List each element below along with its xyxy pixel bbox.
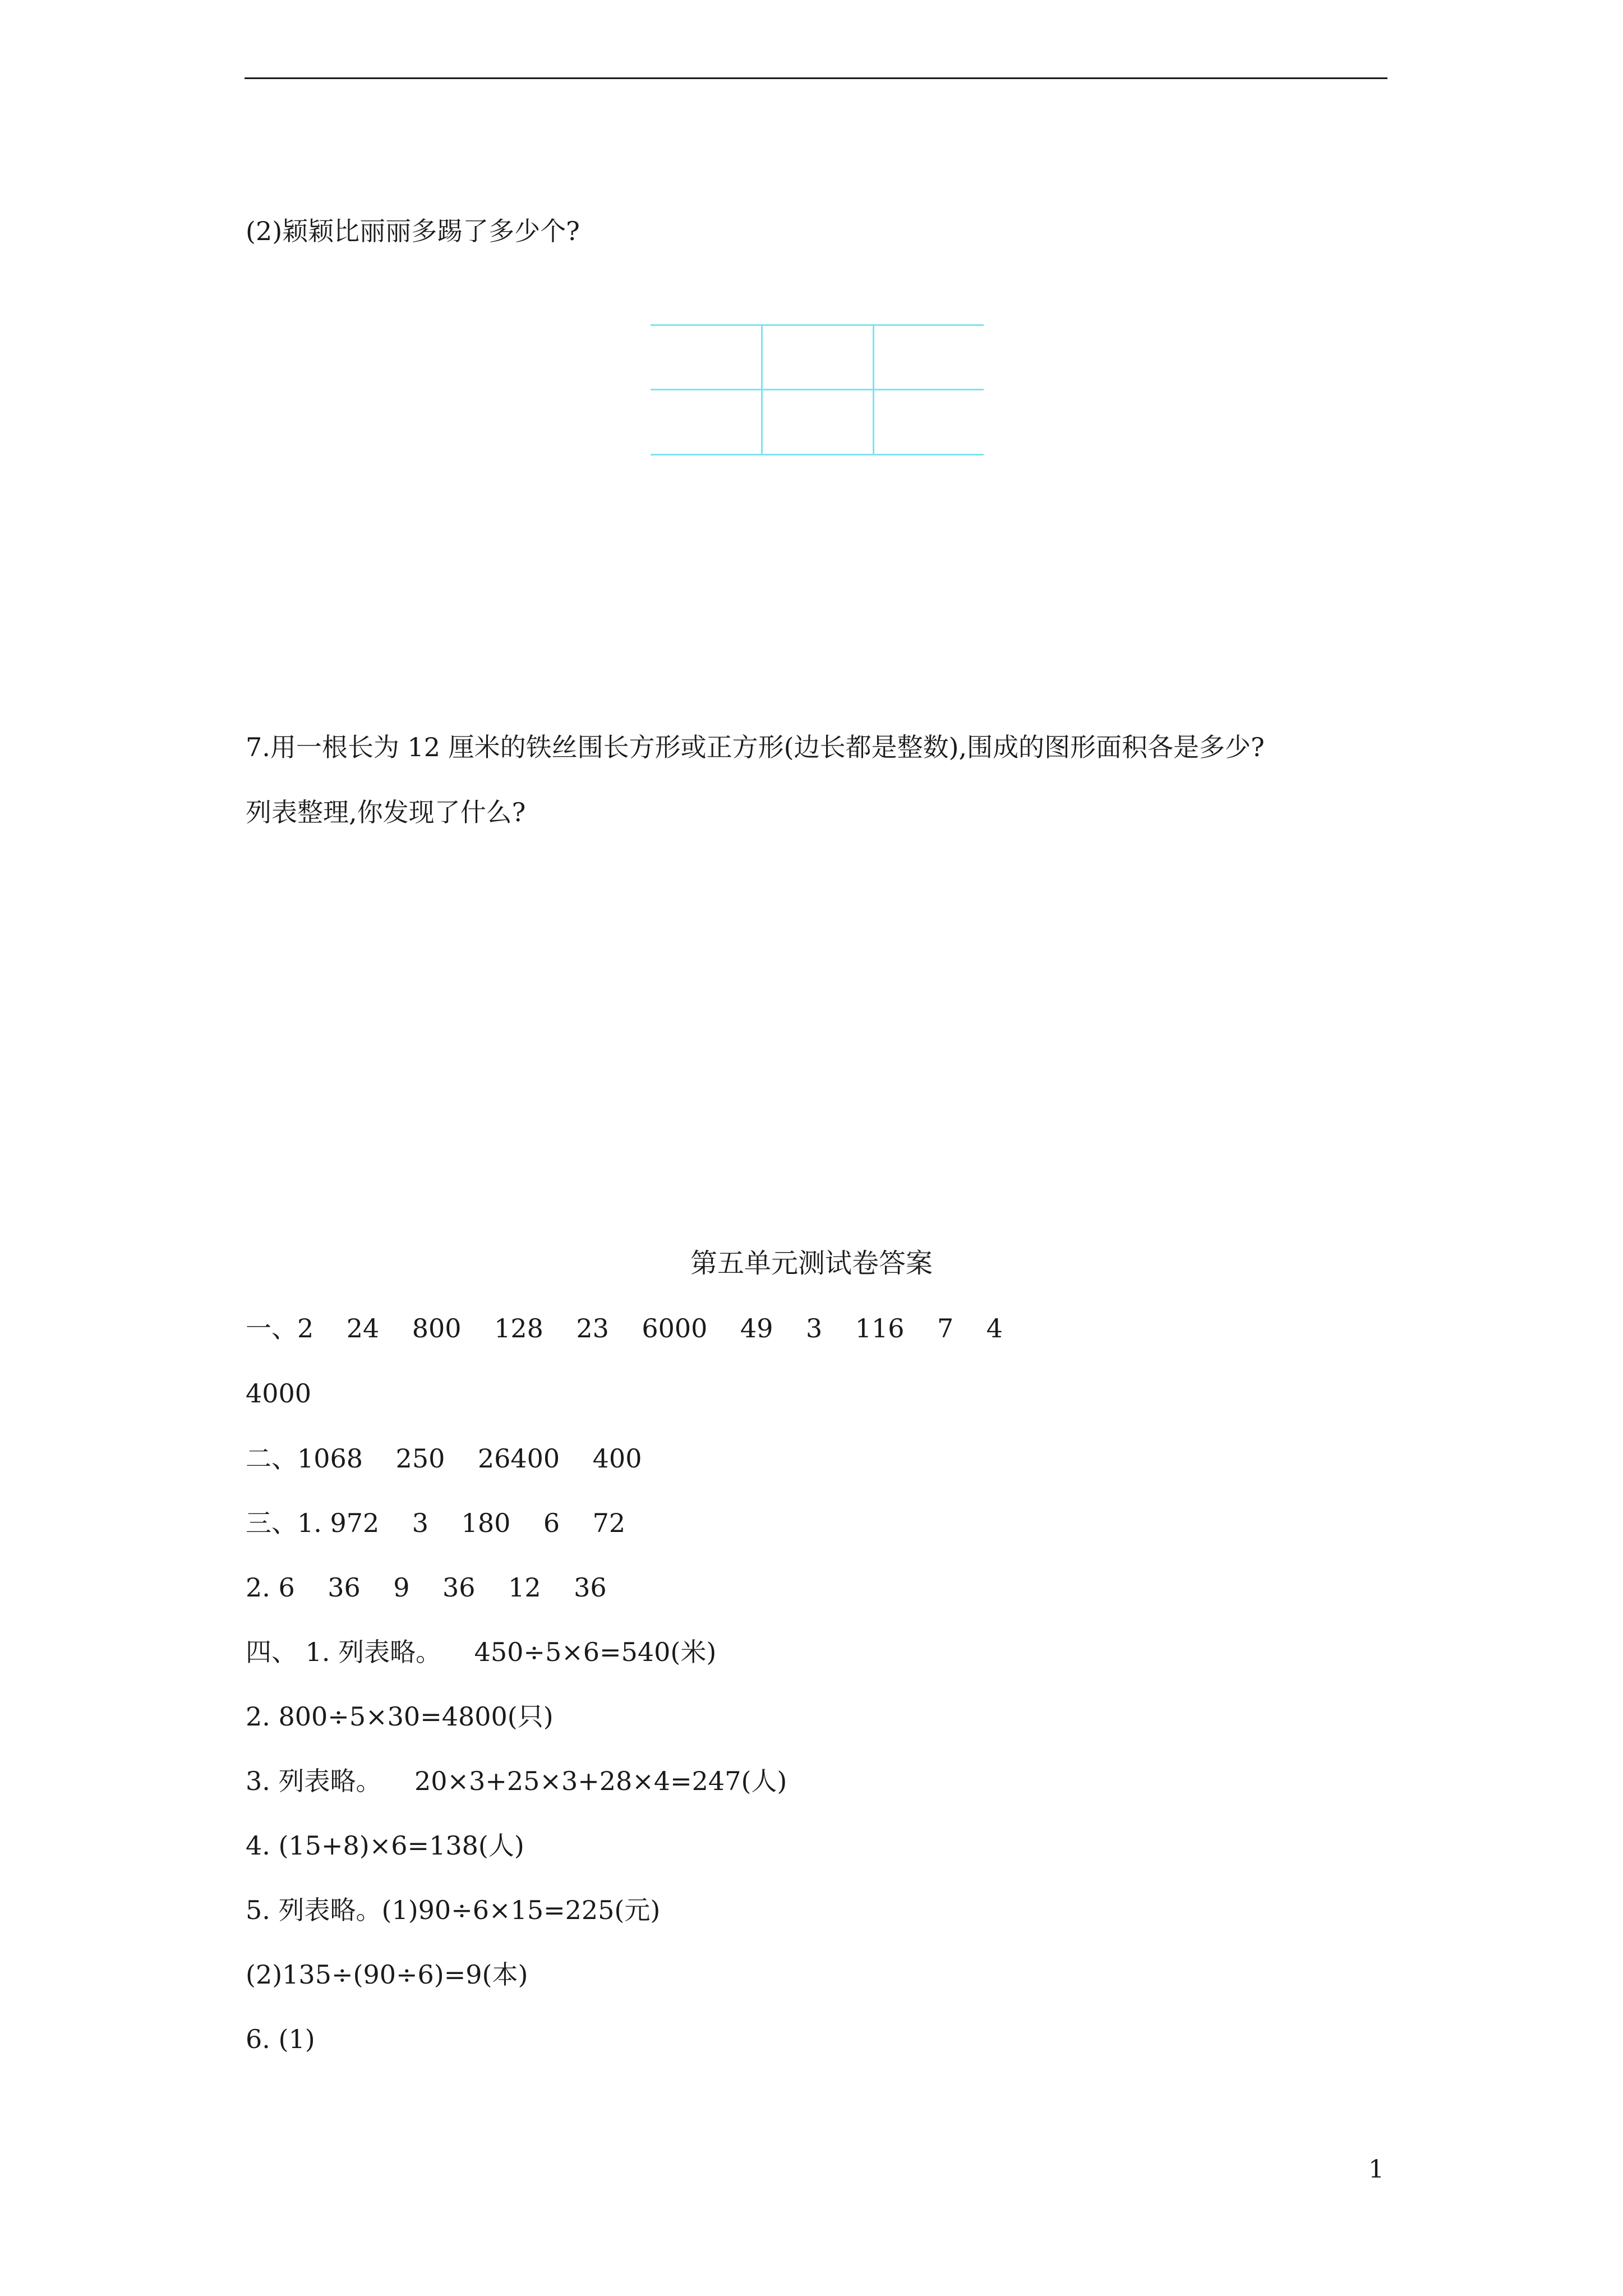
- answer-line-8: 3. 列表略。 20×3+25×3+28×4=247(人): [246, 1766, 787, 1796]
- answer-line-9: 4. (15+8)×6=138(人): [246, 1830, 524, 1861]
- answer-line-11: (2)135÷(90÷6)=9(本): [246, 1959, 528, 1990]
- answer-line-6: 四、 1. 列表略。 450÷5×6=540(米): [246, 1637, 717, 1667]
- answer-grid: [651, 324, 984, 455]
- question-7-line-2: 列表整理,你发现了什么?: [246, 797, 526, 827]
- header-rule: [245, 77, 1387, 79]
- grid-line-middle: [651, 389, 984, 390]
- page-number: 1: [1368, 2155, 1384, 2184]
- answer-line-4: 三、1. 972 3 180 6 72: [246, 1508, 626, 1538]
- grid-line-bottom: [651, 454, 984, 455]
- answer-line-3: 二、1068 250 26400 400: [246, 1443, 642, 1474]
- grid-line-vertical-1: [761, 324, 763, 455]
- answer-line-10: 5. 列表略。(1)90÷6×15=225(元): [246, 1895, 661, 1925]
- question-7-line-1: 7.用一根长为 12 厘米的铁丝围长方形或正方形(边长都是整数),围成的图形面积各是多少?: [246, 732, 1265, 762]
- answer-key-title: 第五单元测试卷答案: [690, 1248, 933, 1279]
- answer-line-2: 4000: [246, 1378, 312, 1409]
- answer-line-1: 一、2 24 800 128 23 6000 49 3 116 7 4: [246, 1313, 1003, 1343]
- answer-line-12: 6. (1): [246, 2024, 315, 2054]
- question-6-part-2: (2)颖颖比丽丽多踢了多少个?: [246, 216, 580, 246]
- grid-line-top: [651, 324, 984, 326]
- grid-line-vertical-2: [873, 324, 874, 455]
- answer-line-5: 2. 6 36 9 36 12 36: [246, 1572, 607, 1603]
- answer-line-7: 2. 800÷5×30=4800(只): [246, 1701, 554, 1732]
